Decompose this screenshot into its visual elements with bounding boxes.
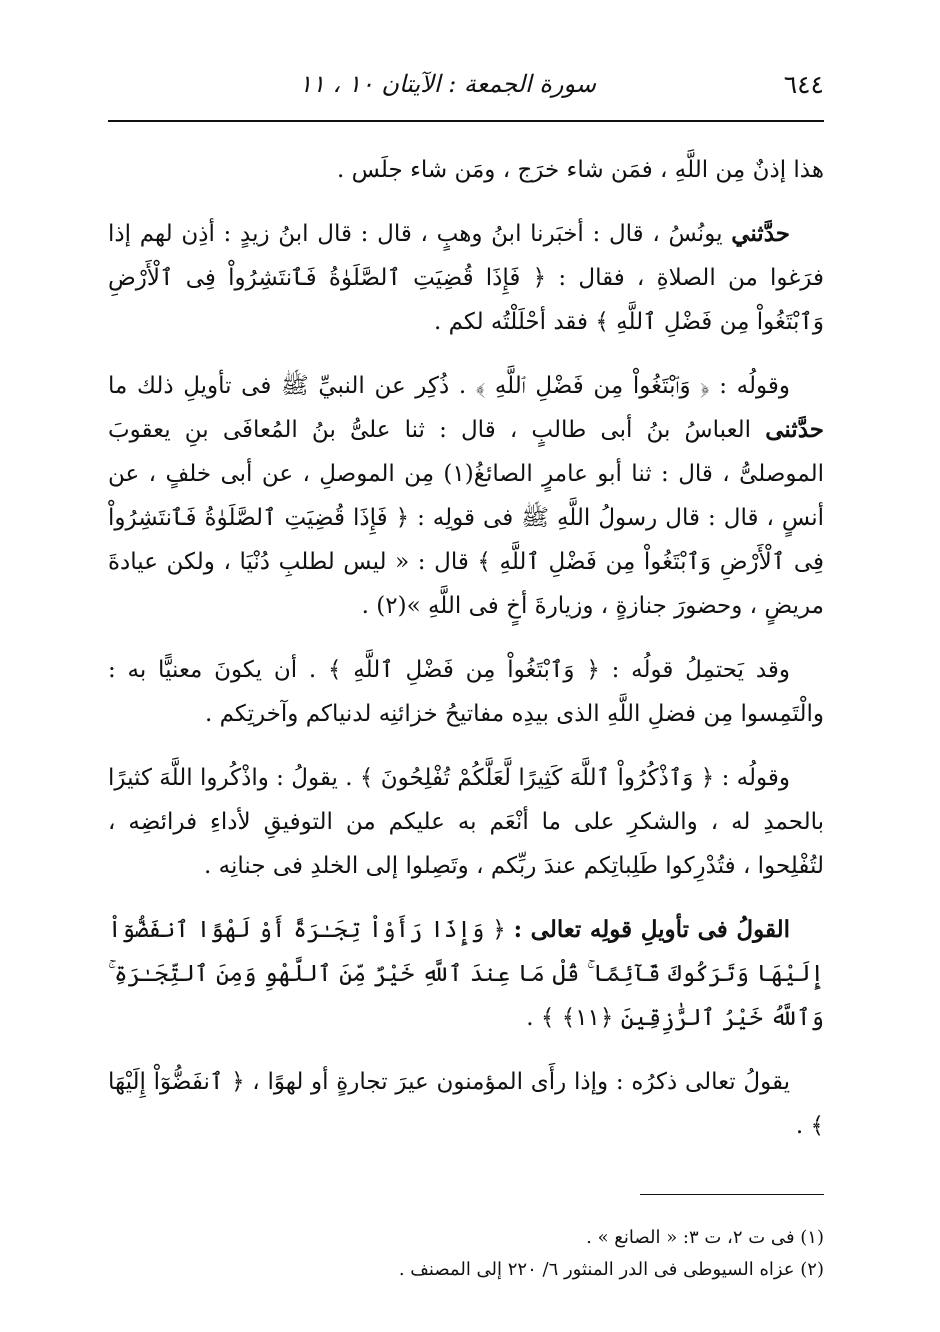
paragraph-text: هذا إذنٌ مِن اللَّهِ ، فمَن شاء خرَج ، ومَن شاء جلَس .: [336, 157, 824, 183]
paragraph-text-continued: العباسُ بنُ أبى طالبٍ ، قال : ثنا علىُّ بنُ المُعافَى بنِ يعقوبَ الموصلىُّ ، قال : ثنا أبو عامرٍ الصائغُ(١) مِن الموصلِ ، عن أبى خلفٍ ، عن أنسٍ ، قال : قال رسولُ اللَّهِ ﷺ فى قولِه : ﴿ فَإِذَا قُضِيَتِ ٱلصَّلَوٰةُ فَٱنتَشِرُواْ فِى ٱلْأَرْضِ وَٱبْتَغُواْ مِن فَضْلِ ٱللَّهِ ﴾ قال : « ليس لطلبِ دُنْيَا ، ولكن عيادةَ مريضٍ ، وحضورَ جنازةٍ ، وزيارةَ أخٍ فى اللَّهِ »(٢) .: [108, 417, 825, 619]
running-title: سورة الجمعة : الآيتان ١٠ ، ١١: [299, 70, 596, 98]
isnad-keyword: حدَّثني: [731, 220, 790, 247]
paragraph-2: [108, 212, 824, 344]
paragraph-text: وقد يَحتمِلُ قولُه : ﴿ وَٱبْتَغُواْ مِن فَضْلِ ٱللَّهِ ﴾ . أن يكونَ معنيًّا به : والْتَمِسوا مِن فضلِ اللَّهِ الذى بيدِه مفاتيحُ خزائنِه لدنياكم وآخرتِكم .: [108, 657, 824, 727]
paragraph-text: وقولُه : ﴿ وَٱبْتَغُواْ مِن فَضْلِ ٱللَّهِ ﴾ . ذُكِر عن النبيِّ ﷺ فى تأويلِ ذلك ما: [108, 373, 790, 399]
isnad-keyword: حدَّثنى: [765, 416, 824, 443]
footnote-1: (١) فى ت ٢، ت ٣: « الصانع » .: [586, 1227, 824, 1248]
paragraph-7: [108, 1060, 824, 1148]
footnote-rule: [640, 1194, 824, 1195]
page-number: ٦٤٤: [783, 70, 824, 99]
paragraph-text: يقولُ تعالى ذكرُه : وإذا رأَى المؤمنون عيرَ تجارةٍ أو لهوًا ، ﴿ ٱنفَضُّوٓاْ إِلَيْهَا ﴾ .: [108, 1069, 824, 1139]
paragraph-6: [108, 908, 824, 1040]
paragraph-3: [108, 364, 824, 628]
header-rule: [108, 120, 824, 122]
footnotes: [108, 1222, 824, 1286]
paragraph-text: يونُسُ ، قال : أخبَرنا ابنُ وهبٍ ، قال : قال ابنُ زيدٍ : أذِن لهم إذا فرَغوا من الصلاةِ ، فقال : ﴿ فَإِذَا قُضِيَتِ ٱلصَّلَوٰةُ فَٱنتَشِرُواْ فِى ٱلْأَرْضِ وَٱبْتَغُواْ مِن فَضْلِ ٱللَّهِ ﴾ فقد أحْلَلْتُه لكم .: [108, 221, 824, 335]
paragraph-1: [108, 148, 824, 192]
section-heading: القولُ فى تأويلِ قولِه تعالى :: [513, 916, 790, 943]
main-text: [108, 148, 824, 1168]
paragraph-text: وقولُه : ﴿ وَٱذْكُرُواْ ٱللَّهَ كَثِيرًا لَّعَلَّكُمْ تُفْلِحُونَ ﴾ . يقولُ : واذْكُروا اللَّهَ كثيرًا بالحمدِ له ، والشكرِ على ما أنْعَم به عليكم من التوفيقِ لأداءِ فرائضِه ، لتُفْلِحوا ، فتُدْرِكوا طَلِباتِكم عندَ ربِّكم ، وتَصِلوا إلى الخلدِ فى جنانِه .: [108, 765, 824, 879]
paragraph-text: ﴿ وَإِذَا رَأَوْاْ تِجَـٰرَةً أَوْ لَهْوًا ٱنفَضُّوٓاْ إِلَيْهَا وَتَرَكُوكَ قَآئِمًا ۚ قُلْ مَا عِندَ ٱللَّهِ خَيْرٌ مِّنَ ٱللَّهْوِ وَمِنَ ٱلتِّجَـٰرَةِ ۚ وَٱللَّهُ خَيْرُ ٱلرَّٰزِقِينَ ﴿١١﴾ ﴾ .: [108, 917, 824, 1031]
footnote-2: (٢) عزاه السيوطى فى الدر المنثور ٦/ ٢٢٠ إلى المصنف .: [398, 1259, 824, 1280]
paragraph-4: [108, 648, 824, 736]
paragraph-5: [108, 756, 824, 888]
running-header: [108, 64, 824, 108]
